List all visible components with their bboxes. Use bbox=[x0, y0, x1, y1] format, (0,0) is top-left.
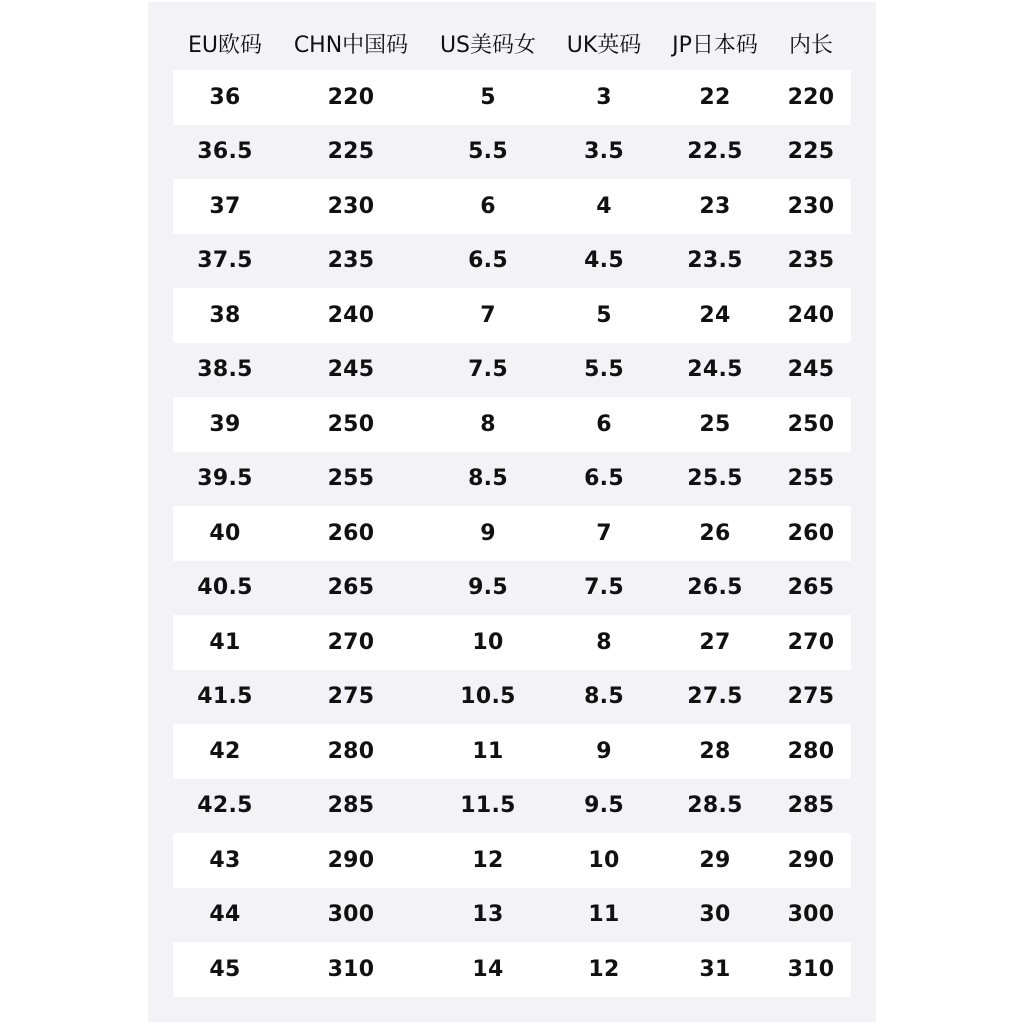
table-row bbox=[173, 288, 851, 343]
cell-eu: 38 bbox=[209, 302, 241, 328]
table-row bbox=[173, 888, 851, 943]
table-header bbox=[148, 2, 876, 72]
cell-inner-length: 240 bbox=[787, 302, 835, 328]
cell-inner-length: 250 bbox=[787, 411, 835, 437]
cell-jp: 25 bbox=[699, 411, 731, 437]
cell-uk: 9 bbox=[596, 738, 612, 764]
header-uk: UK英码 bbox=[566, 32, 642, 58]
cell-us: 13 bbox=[472, 902, 504, 928]
table-row bbox=[173, 506, 851, 561]
cell-jp: 31 bbox=[699, 956, 731, 982]
cell-us: 7.5 bbox=[468, 357, 508, 383]
cell-uk: 7.5 bbox=[584, 575, 624, 601]
table-row bbox=[173, 615, 851, 670]
table-row bbox=[173, 833, 851, 888]
cell-chn: 230 bbox=[327, 193, 375, 219]
header-chn: CHN中国码 bbox=[293, 32, 409, 58]
cell-uk: 11 bbox=[588, 902, 620, 928]
cell-uk: 7 bbox=[596, 520, 612, 546]
cell-eu: 45 bbox=[209, 956, 241, 982]
cell-us: 9 bbox=[480, 520, 496, 546]
cell-chn: 265 bbox=[327, 575, 375, 601]
cell-chn: 280 bbox=[327, 738, 375, 764]
cell-jp: 28 bbox=[699, 738, 731, 764]
cell-us: 7 bbox=[480, 302, 496, 328]
cell-jp: 22 bbox=[699, 84, 731, 110]
cell-chn: 255 bbox=[327, 466, 375, 492]
cell-us: 11 bbox=[472, 738, 504, 764]
cell-chn: 250 bbox=[327, 411, 375, 437]
cell-uk: 10 bbox=[588, 847, 620, 873]
cell-jp: 27.5 bbox=[687, 684, 743, 710]
cell-uk: 12 bbox=[588, 956, 620, 982]
cell-us: 10 bbox=[472, 629, 504, 655]
cell-jp: 27 bbox=[699, 629, 731, 655]
cell-inner-length: 300 bbox=[787, 902, 835, 928]
cell-uk: 3 bbox=[596, 84, 612, 110]
cell-inner-length: 220 bbox=[787, 84, 835, 110]
cell-eu: 38.5 bbox=[197, 357, 253, 383]
table-row bbox=[173, 397, 851, 452]
table-row bbox=[173, 670, 851, 725]
cell-chn: 235 bbox=[327, 248, 375, 274]
table-row bbox=[173, 179, 851, 234]
cell-chn: 220 bbox=[327, 84, 375, 110]
cell-uk: 4.5 bbox=[584, 248, 624, 274]
table-row bbox=[173, 234, 851, 289]
cell-chn: 260 bbox=[327, 520, 375, 546]
cell-inner-length: 280 bbox=[787, 738, 835, 764]
cell-inner-length: 245 bbox=[787, 357, 835, 383]
table-row bbox=[173, 724, 851, 779]
cell-inner-length: 255 bbox=[787, 466, 835, 492]
cell-jp: 23 bbox=[699, 193, 731, 219]
cell-chn: 290 bbox=[327, 847, 375, 873]
cell-uk: 6 bbox=[596, 411, 612, 437]
cell-uk: 5 bbox=[596, 302, 612, 328]
header-inner-length: 内长 bbox=[788, 32, 833, 58]
cell-us: 8 bbox=[480, 411, 496, 437]
cell-uk: 8 bbox=[596, 629, 612, 655]
cell-jp: 24 bbox=[699, 302, 731, 328]
cell-uk: 4 bbox=[596, 193, 612, 219]
table-row bbox=[173, 452, 851, 507]
cell-eu: 37.5 bbox=[197, 248, 253, 274]
cell-us: 8.5 bbox=[468, 466, 508, 492]
cell-eu: 41.5 bbox=[197, 684, 253, 710]
cell-inner-length: 260 bbox=[787, 520, 835, 546]
cell-inner-length: 235 bbox=[787, 248, 835, 274]
cell-jp: 26.5 bbox=[687, 575, 743, 601]
cell-eu: 36 bbox=[209, 84, 241, 110]
cell-eu: 44 bbox=[209, 902, 241, 928]
cell-inner-length: 310 bbox=[787, 956, 835, 982]
cell-chn: 275 bbox=[327, 684, 375, 710]
cell-jp: 23.5 bbox=[687, 248, 743, 274]
cell-us: 5.5 bbox=[468, 139, 508, 165]
cell-us: 14 bbox=[472, 956, 504, 982]
cell-jp: 29 bbox=[699, 847, 731, 873]
cell-eu: 42.5 bbox=[197, 793, 253, 819]
cell-us: 5 bbox=[480, 84, 496, 110]
cell-jp: 28.5 bbox=[687, 793, 743, 819]
cell-eu: 40.5 bbox=[197, 575, 253, 601]
cell-us: 10.5 bbox=[460, 684, 516, 710]
cell-eu: 41 bbox=[209, 629, 241, 655]
cell-jp: 26 bbox=[699, 520, 731, 546]
table-row bbox=[173, 343, 851, 398]
cell-uk: 6.5 bbox=[584, 466, 624, 492]
table-row bbox=[173, 779, 851, 834]
cell-uk: 9.5 bbox=[584, 793, 624, 819]
cell-us: 11.5 bbox=[460, 793, 516, 819]
cell-eu: 43 bbox=[209, 847, 241, 873]
cell-uk: 3.5 bbox=[584, 139, 624, 165]
cell-inner-length: 265 bbox=[787, 575, 835, 601]
table-row bbox=[173, 561, 851, 616]
cell-eu: 37 bbox=[209, 193, 241, 219]
cell-chn: 270 bbox=[327, 629, 375, 655]
table-row bbox=[173, 70, 851, 125]
size-chart-panel bbox=[148, 2, 876, 1022]
table-row bbox=[173, 942, 851, 997]
table-row bbox=[173, 125, 851, 180]
cell-chn: 245 bbox=[327, 357, 375, 383]
cell-eu: 40 bbox=[209, 520, 241, 546]
cell-uk: 8.5 bbox=[584, 684, 624, 710]
cell-chn: 225 bbox=[327, 139, 375, 165]
cell-uk: 5.5 bbox=[584, 357, 624, 383]
cell-eu: 36.5 bbox=[197, 139, 253, 165]
header-eu: EU欧码 bbox=[187, 32, 262, 58]
cell-jp: 24.5 bbox=[687, 357, 743, 383]
cell-us: 12 bbox=[472, 847, 504, 873]
cell-inner-length: 285 bbox=[787, 793, 835, 819]
cell-chn: 300 bbox=[327, 902, 375, 928]
cell-jp: 22.5 bbox=[687, 139, 743, 165]
cell-us: 6 bbox=[480, 193, 496, 219]
cell-eu: 42 bbox=[209, 738, 241, 764]
cell-jp: 25.5 bbox=[687, 466, 743, 492]
cell-inner-length: 290 bbox=[787, 847, 835, 873]
cell-jp: 30 bbox=[699, 902, 731, 928]
cell-inner-length: 270 bbox=[787, 629, 835, 655]
cell-inner-length: 230 bbox=[787, 193, 835, 219]
header-us: US美码女 bbox=[439, 32, 537, 58]
cell-eu: 39 bbox=[209, 411, 241, 437]
cell-inner-length: 225 bbox=[787, 139, 835, 165]
header-jp: JP日本码 bbox=[672, 32, 758, 58]
cell-us: 9.5 bbox=[468, 575, 508, 601]
cell-chn: 310 bbox=[327, 956, 375, 982]
cell-us: 6.5 bbox=[468, 248, 508, 274]
cell-chn: 240 bbox=[327, 302, 375, 328]
cell-eu: 39.5 bbox=[197, 466, 253, 492]
table-body bbox=[173, 70, 851, 997]
cell-inner-length: 275 bbox=[787, 684, 835, 710]
cell-chn: 285 bbox=[327, 793, 375, 819]
